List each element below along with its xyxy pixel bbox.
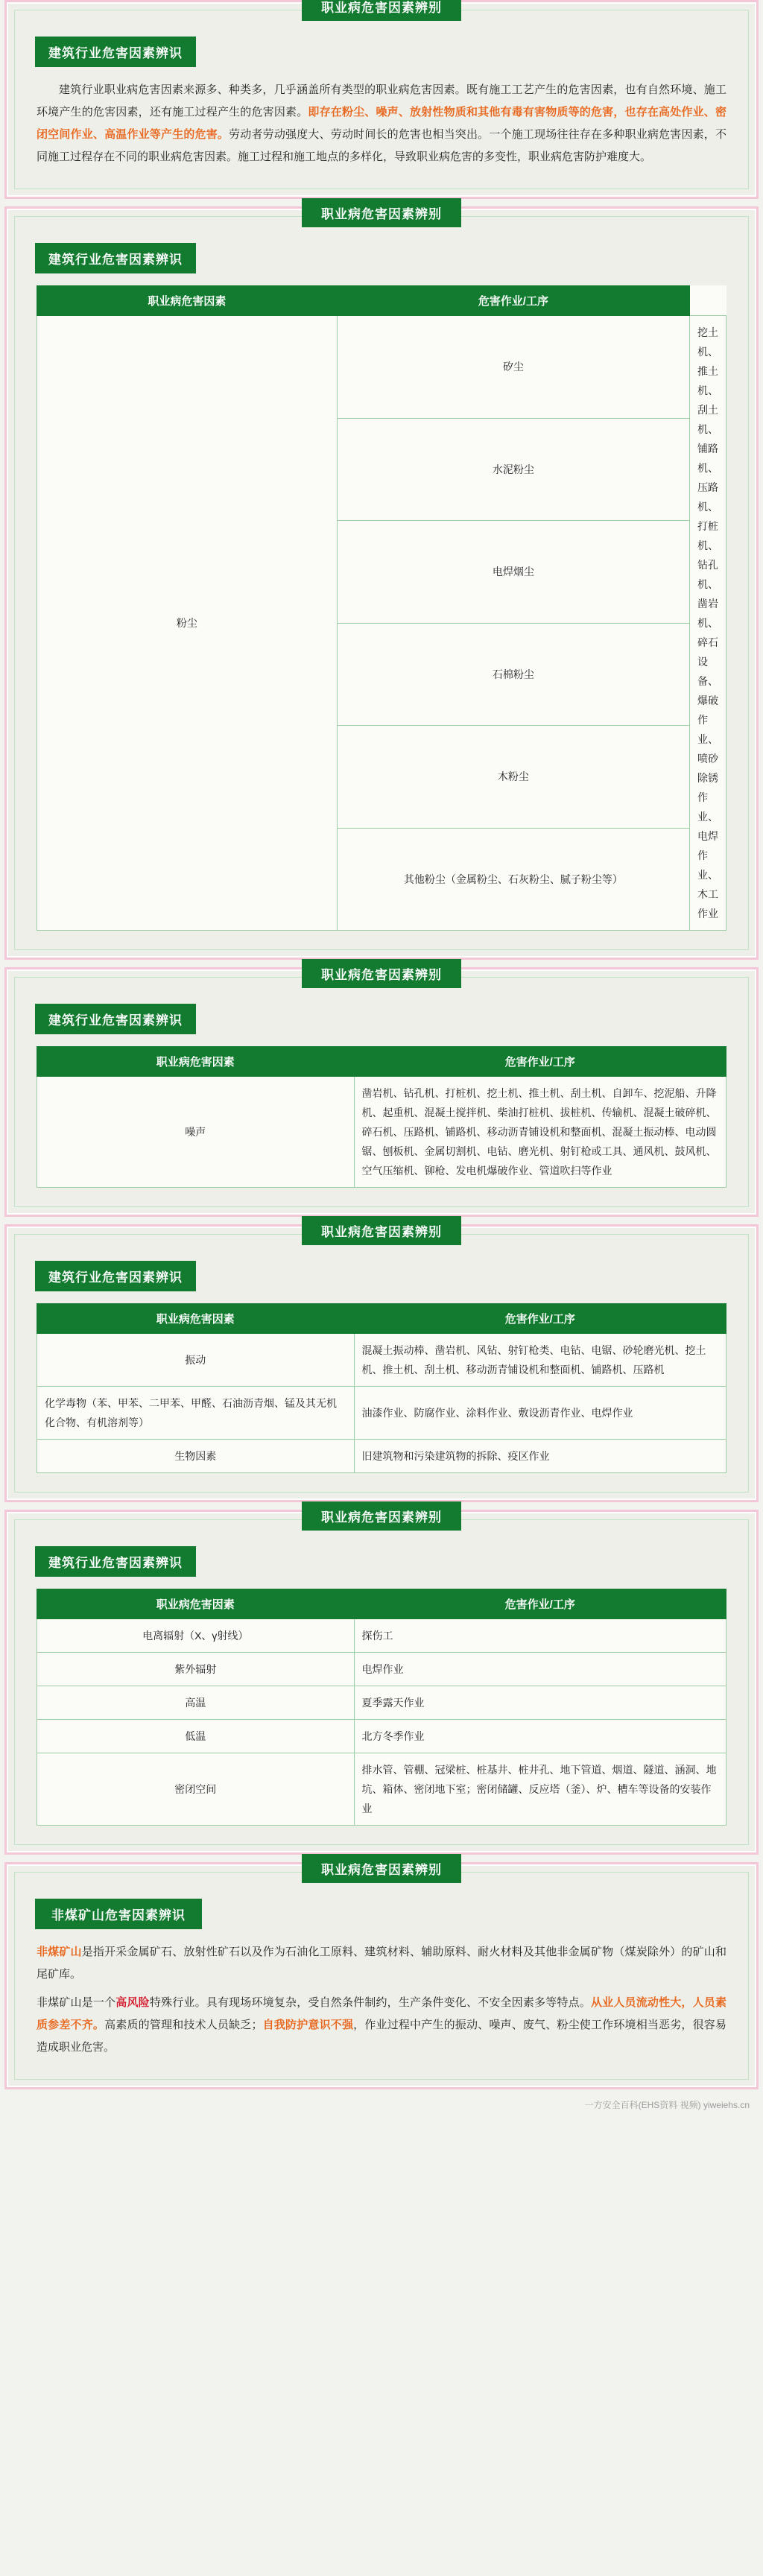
factor-sub-item: 其他粉尘（金属粉尘、石灰粉尘、腻子粉尘等） [337, 828, 689, 931]
text-run: 是指开采金属矿石、放射性矿石以及作为石油化工原料、建筑材料、辅助原料、耐火材料及其他非金属矿物（煤炭除外）的矿山和尾矿库。 [37, 1946, 726, 1981]
table-header-row [37, 1589, 726, 1619]
factor-sub-item: 木粉尘 [337, 726, 689, 829]
table-row [37, 316, 726, 419]
section-banner-title: 职业病危害因素辨别 [302, 0, 461, 21]
section-body [20, 22, 743, 182]
section-sub-banner: 建筑行业危害因素辨识 [35, 243, 196, 273]
factor-cell: 紫外辐射 [37, 1653, 355, 1686]
text-run: 劳动者劳动强度大、劳动时间长的危害也相当突出。一个施工现场往往存在多种职业病危害因素，不同施工过程存在不同的职业病危害因素。施工过程和施工地点的多样化，导致职业病危害的多变性，职业病危害防护难度大。 [37, 128, 726, 163]
factor-cell: 噪声 [37, 1077, 355, 1188]
table-header-row [37, 1047, 726, 1077]
process-cell: 旧建筑物和污染建筑物的拆除、疫区作业 [354, 1440, 726, 1473]
process-cell: 排水管、管棚、冠梁桩、桩基井、桩井孔、地下管道、烟道、隧道、涵洞、地坑、箱体、密闭地下室；密闭储罐、反应塔（釜）、炉、槽车等设备的安装作业 [354, 1753, 726, 1826]
paragraph-building-intro [37, 79, 726, 168]
factor-cell: 低温 [37, 1720, 355, 1753]
table-header-factor: 职业病危害因素 [37, 1589, 355, 1619]
table-row [37, 1686, 726, 1720]
section-body [20, 1884, 743, 2072]
process-cell: 北方冬季作业 [354, 1720, 726, 1753]
section-sub-banner: 建筑行业危害因素辨识 [35, 1004, 196, 1034]
factor-sub-item: 水泥粉尘 [337, 418, 689, 521]
process-cell: 电焊作业 [354, 1653, 726, 1686]
hazard-table-dust [37, 285, 726, 931]
factor-cell: 振动 [37, 1334, 355, 1387]
table-row [37, 1653, 726, 1686]
table-row [37, 1440, 726, 1473]
process-cell: 混凝土振动棒、凿岩机、风钻、射钉枪类、电钻、电锯、砂轮磨光机、挖土机、推土机、刮土机、移动沥青铺设机和整面机、铺路机、压路机 [354, 1334, 726, 1387]
table-header-row [37, 1304, 726, 1334]
table-header-factor: 职业病危害因素 [37, 1304, 355, 1334]
text-run: 特殊行业。具有现场环境复杂，受自然条件制约，生产条件变化、不安全因素多等特点。 [149, 1996, 591, 2009]
process-cell: 凿岩机、钻孔机、打桩机、挖土机、推土机、刮土机、自卸车、挖泥船、升降机、起重机、混凝土搅拌机、柴油打桩机、拔桩机、传输机、混凝土破碎机、碎石机、压路机、铺路机、移动沥青铺设机和整面机、混凝土振动棒、电动圆锯、刨板机、金属切割机、电钻、磨光机、射钉枪或工具、通风机、鼓风机、空气压缩机、铆枪、发电机爆破作业、管道吹扫等作业 [354, 1077, 726, 1188]
table-header-process: 危害作业/工序 [337, 286, 689, 316]
paragraph-nonmetal-definition [37, 1941, 726, 1986]
text-run-highlight: 高风险 [115, 1996, 150, 2009]
factor-sub-item: 矽尘 [337, 316, 689, 419]
section-card-6 [4, 1862, 759, 2089]
factor-cell: 生物因素 [37, 1440, 355, 1473]
table-row [37, 1077, 726, 1188]
text-run-highlight: 非煤矿山 [37, 1946, 82, 1958]
table-header-row [37, 286, 726, 316]
table-row [37, 1334, 726, 1387]
table-header-factor: 职业病危害因素 [37, 1047, 355, 1077]
process-cell: 挖土机、推土机、刮土机、铺路机、压路机、打桩机、钻孔机、凿岩机、碎石设备、爆破作业、喷砂除锈作业、电焊作业、木工作业 [690, 316, 726, 931]
section-banner-title: 职业病危害因素辨别 [302, 959, 461, 988]
section-sub-banner: 非煤矿山危害因素辨识 [35, 1899, 202, 1929]
table-row [37, 1753, 726, 1826]
table-header-process: 危害作业/工序 [354, 1589, 726, 1619]
text-run-highlight: 即存在粉尘、噪声、放射性物质和其他有毒有害物质等的危害，也存在高处作业、密闭空间作业、高温作业等产生的危害。 [37, 106, 726, 141]
section-sub-banner: 建筑行业危害因素辨识 [35, 37, 196, 67]
table-row [37, 1387, 726, 1440]
paragraph-nonmetal-risk [37, 1992, 726, 2059]
factor-cell: 化学毒物（苯、甲苯、二甲苯、甲醛、石油沥青烟、锰及其无机化合物、有机溶剂等） [37, 1387, 355, 1440]
section-card-2 [4, 206, 759, 960]
text-run: 高素质的管理和技术人员缺乏； [104, 2019, 263, 2031]
section-banner-title: 职业病危害因素辨别 [302, 1501, 461, 1531]
table-row [37, 1619, 726, 1653]
factor-cell: 电离辐射（X、γ射线） [37, 1619, 355, 1653]
factor-sub-item: 电焊烟尘 [337, 521, 689, 624]
factor-cell: 密闭空间 [37, 1753, 355, 1826]
section-banner-title: 职业病危害因素辨别 [302, 1854, 461, 1883]
section-body [20, 1531, 743, 1838]
section-sub-banner: 建筑行业危害因素辨识 [35, 1546, 196, 1577]
section-body [20, 989, 743, 1200]
section-card-4 [4, 1224, 759, 1502]
section-banner-title: 职业病危害因素辨别 [302, 198, 461, 227]
hazard-table-vibration [37, 1303, 726, 1473]
section-body [20, 1246, 743, 1485]
section-sub-banner: 建筑行业危害因素辨识 [35, 1261, 196, 1291]
text-run-highlight: 从业人员流动性大，人员素质参差不齐。 [37, 1996, 726, 2031]
process-cell: 探伤工 [354, 1619, 726, 1653]
section-card-3 [4, 967, 759, 1217]
text-run-highlight: 自我防护意识不强 [262, 2019, 354, 2031]
process-cell: 夏季露天作业 [354, 1686, 726, 1720]
section-card-5 [4, 1510, 759, 1855]
text-run: 建筑行业职业病危害因素来源多、种类多，几乎涵盖所有类型的职业病危害因素。既有施工工艺产生的危害因素，也有自然环境、施工环境产生的危害因素，还有施工过程产生的危害因素。 [37, 83, 726, 118]
text-run: 非煤矿山是一个 [37, 1996, 116, 2009]
table-row [37, 1720, 726, 1753]
table-header-process: 危害作业/工序 [354, 1047, 726, 1077]
table-header-factor: 职业病危害因素 [37, 286, 338, 316]
hazard-table-noise [37, 1046, 726, 1188]
factor-cell: 高温 [37, 1686, 355, 1720]
section-banner-title: 职业病危害因素辨别 [302, 1216, 461, 1245]
hazard-table-physical [37, 1589, 726, 1826]
factor-group-label: 粉尘 [37, 316, 338, 931]
section-body [20, 228, 743, 943]
table-header-process: 危害作业/工序 [354, 1304, 726, 1334]
text-run: ，作业过程中产生的振动、噪声、废气、粉尘使工作环境相当恶劣，很容易造成职业危害。 [37, 2019, 726, 2054]
page-footer-watermark: 一方安全百科(EHS资料 视频) yiweiehs.cn [584, 2100, 750, 2110]
process-cell: 油漆作业、防腐作业、涂料作业、敷设沥青作业、电焊作业 [354, 1387, 726, 1440]
factor-sub-item: 石棉粉尘 [337, 623, 689, 726]
section-card-1 [4, 0, 759, 199]
